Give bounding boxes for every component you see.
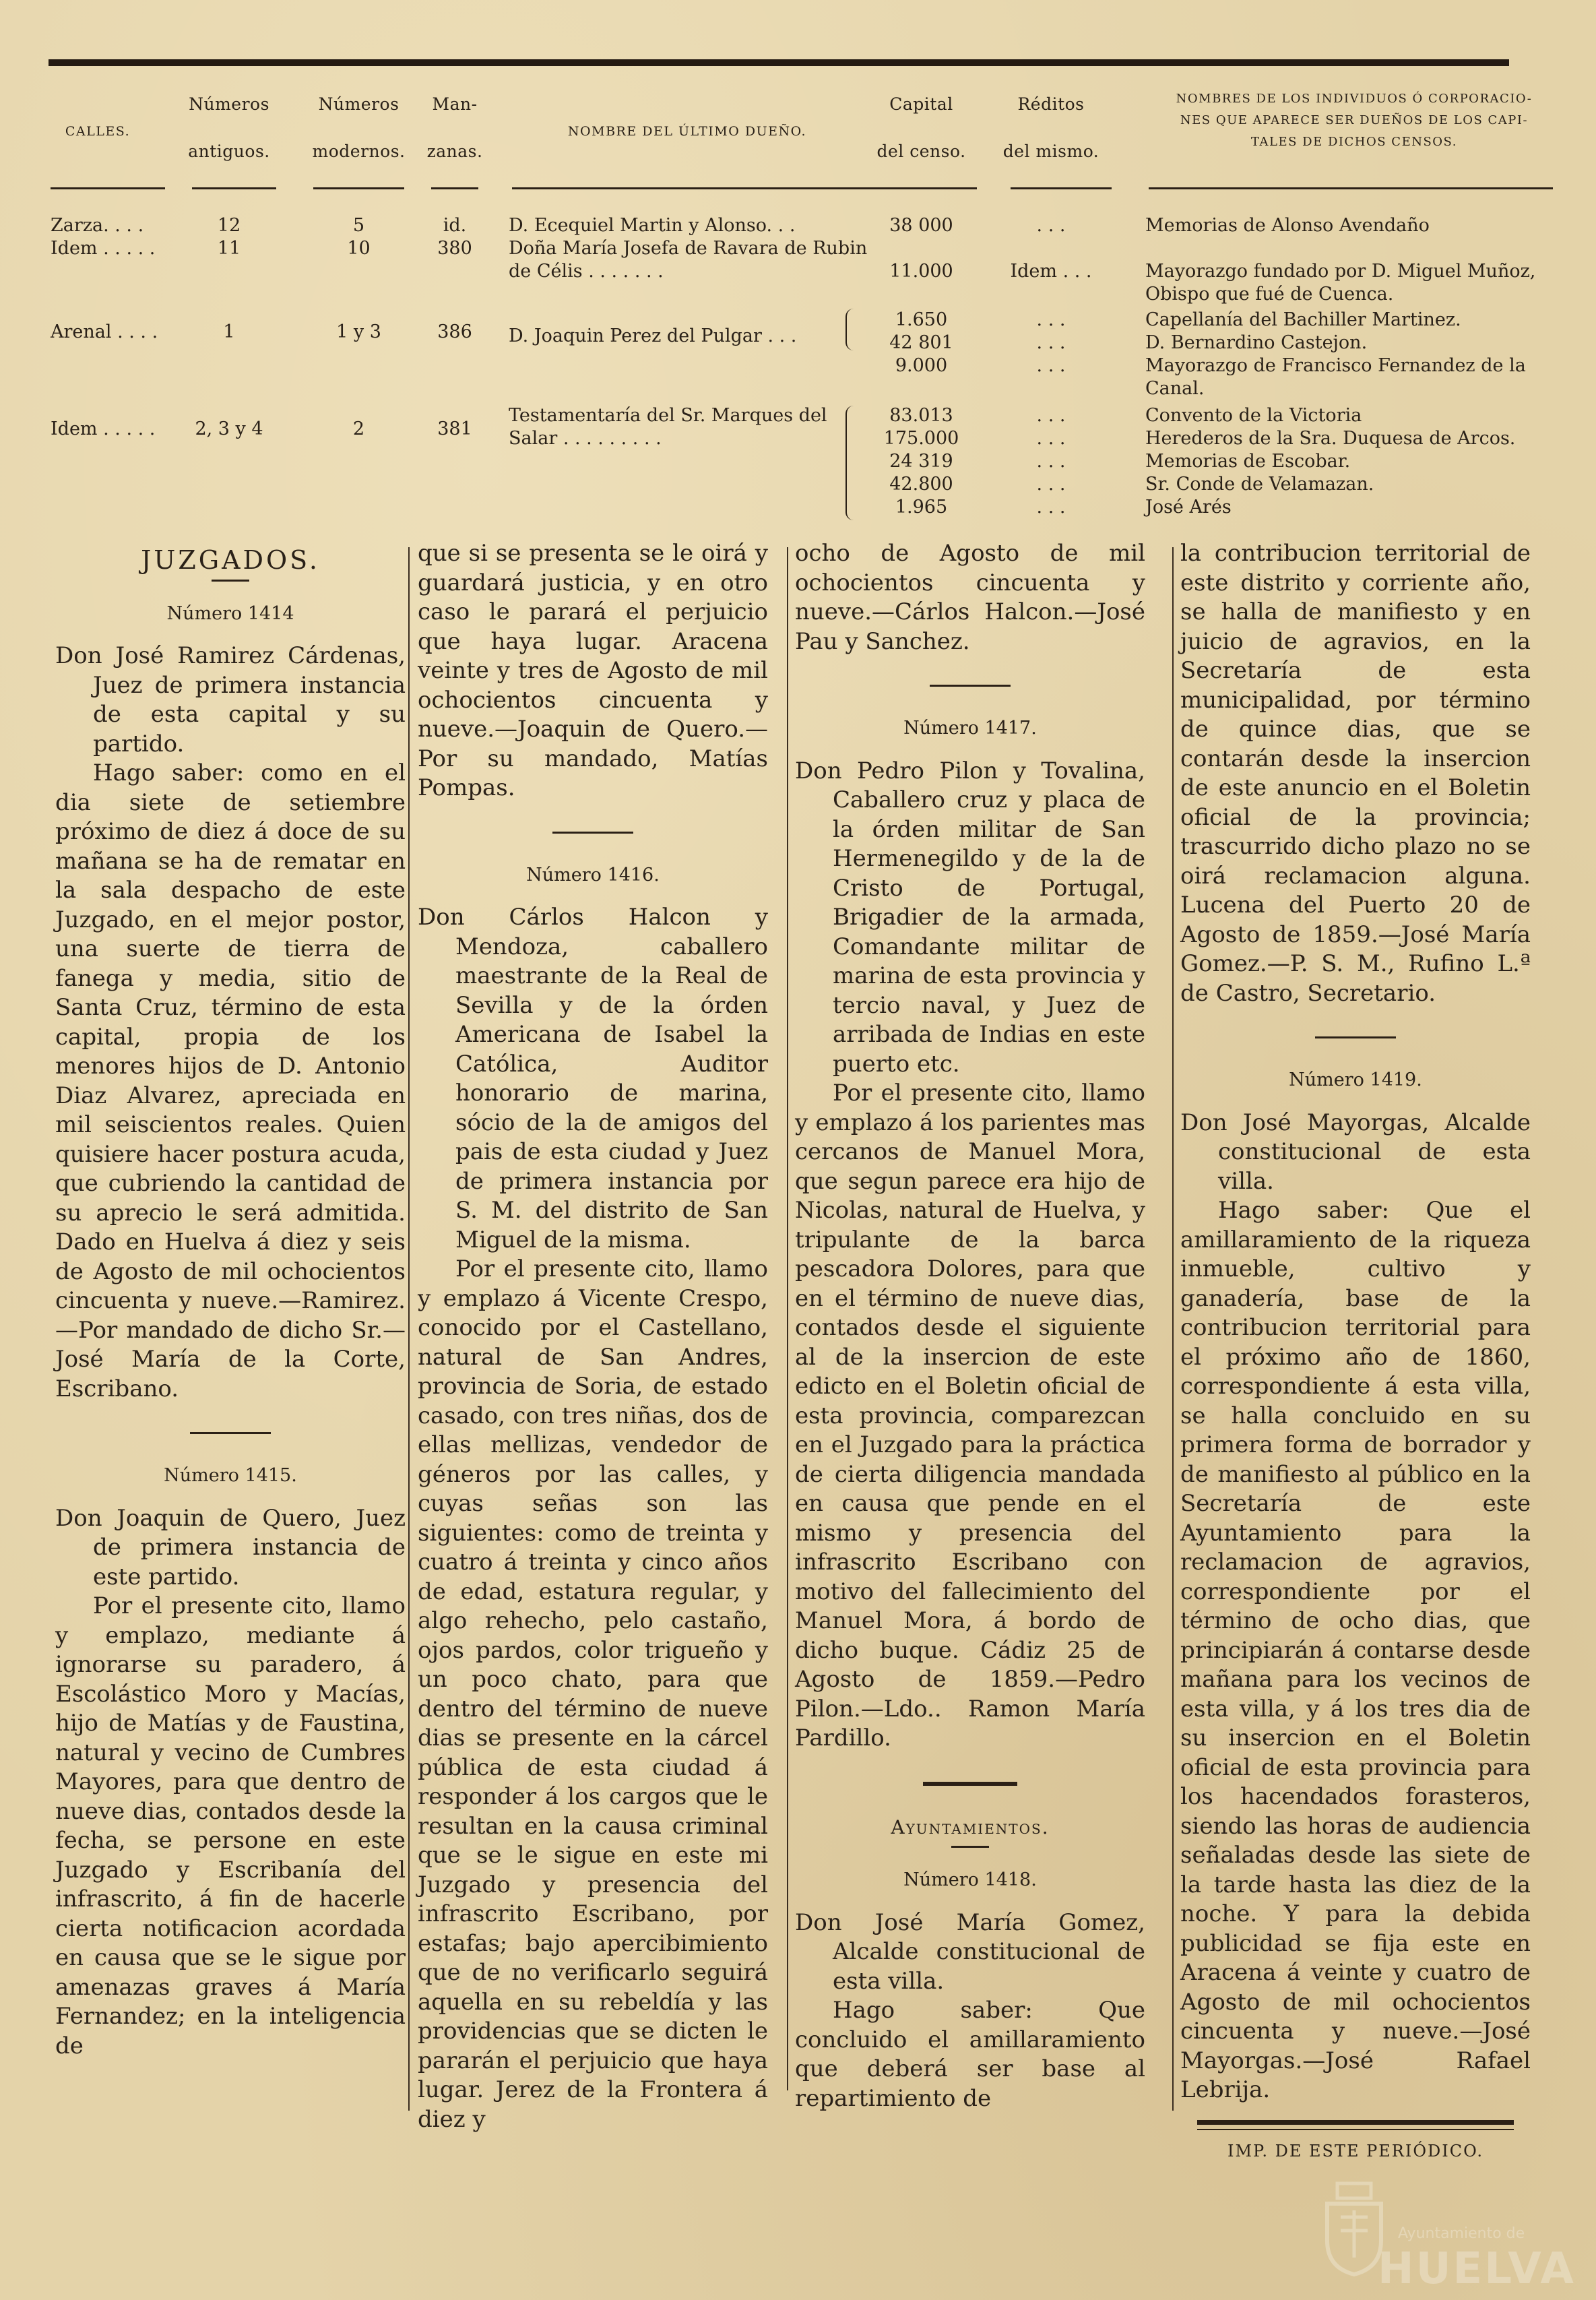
row-owner: Doña María Josefa de Ravara de Rubin de Célis . . . . . . . — [509, 238, 868, 282]
notice-body: la contribucion territorial de este distrito y corriente año, se halla de manifiesto y en juicio de agravios, en la Secretaría de esta municipalidad, por término de quince dias, que se contarán desde la insercion de este anuncio en el Boletin oficial de la provincia; trascurrido dicho plazo no se oirá reclamacion alguna. Lucena del Puerto 20 de Agosto de 1859.—José María Gomez.—P. S. M., Rufino L.ª de Castro, Secretario. — [1180, 540, 1531, 1007]
section-ayuntamientos: Ayuntamientos. — [891, 1815, 1050, 1838]
separator — [1315, 1036, 1396, 1038]
row-numero-moderno: 10 — [347, 238, 371, 259]
row-street: Arenal . . . . — [51, 321, 158, 342]
notice-number: Número 1414 — [166, 602, 294, 624]
imprint: IMP. DE ESTE PERIÓDICO. — [1227, 2141, 1483, 2161]
notice-lead: Don José Ramirez Cárdenas, Juez de primera instancia de esta capital y su partido. — [55, 642, 406, 757]
notice-body: Hago saber: Que concluido el amillaramiento que deberá ser base al repartimiento de — [795, 1997, 1145, 2112]
notice-body: Hago saber: Que el amillaramiento de la riqueza inmueble, cultivo y ganadería, base de la contribucion territorial para el próximo año de 1860, correspondiente á esta villa, se halla concluido en su primera forma de borrador y de manifiesto al público en la Secretaría de este Ayuntamiento para la reclamacion de agravios, correspondiente por el término de ocho dias, que principiarán á contarse desde mañana para los vecinos de esta villa, y á los tres dia de su insercion en el Boletin oficial de esta provincia para los hacendados forasteros, siendo las horas de audiencia señaladas desde las siete de la tarde hasta las diez de la noche. Y para la debida publicidad se fija este en Aracena á veinte y cuatro de Agosto de mil ochocientos cincuenta y nueve.—José Mayorgas.—José Rafael Lebrija. — [1180, 1197, 1531, 2103]
watermark-name: HUELVA — [1378, 2244, 1576, 2294]
notice-body: que si se presenta se le oirá y guardará justicia, y en otro caso le parará el perjuicio que haya lugar. Aracena veinte y tres de Agosto de mil ochocientos cincuenta y nueve.—Joaquin de Quero.—Por su mandado, Matías Pompas. — [418, 540, 768, 801]
separator — [552, 832, 633, 834]
notice-body: Por el presente cito, llamo y emplazo, mediante á ignorarse su paradero, á Escolástico Moro y Macías, hijo de Matías y de Faustina, natural y vecino de Cumbres Mayores, para que dentro de nueve dias, contados desde la fecha, se persone en este Juzgado y Escribanía del infrascrito, á fin de hacerle cierta notificacion acordada en causa que se le sigue por amenazas graves á María Fernandez; en la inteligencia de — [55, 1592, 406, 2059]
row-reditos: . . . — [1036, 474, 1066, 495]
notice-body: Por el presente cito, llamo y emplazo á Vicente Crespo, conocido por el Castellano, natural de San Andres, provincia de Soria, de estado casado, con tres niñas, dos de ellas mellizas, vendedor de géneros por las calles, y cuyas señas son las siguientes: como de treinta y cuatro á treinta y cinco años de edad, estatura regular, y algo rehecho, pelo castaño, ojos pardos, color trigueño y un poco chato, para que dentro del término de nueve dias se presente en la cárcel pública de esta ciudad á responder á los cargos que le resultan en la causa criminal que se le sigue en este mi Juzgado y presencia del infrascrito Escribano, por estafas; bajo apercibimiento que de no verificarlo seguirá aquella en su rebeldía y las providencias que se dicten le pararán el perjuicio que haya lugar. Jerez de la Frontera á diez y — [418, 1255, 768, 2133]
header-antiguos-1: Números — [189, 94, 269, 114]
row-capital: 42 801 — [889, 332, 953, 353]
header-rule — [192, 187, 276, 189]
header-reditos-1: Réditos — [1017, 94, 1085, 114]
row-reditos: . . . — [1036, 428, 1066, 449]
row-numero-moderno: 1 y 3 — [336, 321, 381, 342]
dash — [951, 1846, 989, 1848]
header-individuos-1: NOMBRES DE LOS INDIVIDUOS Ó CORPORACIO- — [1176, 92, 1533, 106]
header-rule — [313, 187, 404, 189]
row-reditos: . . . — [1036, 497, 1066, 518]
column-2 — [418, 539, 768, 2134]
huelva-watermark-logo — [1317, 2163, 1576, 2294]
column-divider — [408, 547, 410, 2111]
row-reditos: . . . — [1036, 215, 1066, 236]
header-modernos-1: Números — [318, 94, 400, 114]
row-manzana: 380 — [437, 238, 472, 259]
notice-lead: Don Cárlos Halcon y Mendoza, caballero maestrante de la Real de Sevilla y de la órden Americana de Isabel la Católica, Auditor honorario de marina, sócio de la de amigos del pais de esta ciudad y Juez de primera instancia por S. M. del distrito de San Miguel de la misma. — [418, 904, 768, 1253]
row-manzana: 386 — [437, 321, 472, 342]
header-rule — [1011, 187, 1112, 189]
separator — [923, 1782, 1017, 1786]
separator — [930, 685, 1011, 687]
notice-body: Hago saber: como en el dia siete de setiembre próximo de diez á doce de su mañana se ha de rematar en la sala despacho de este Juzgado, en el mejor postor, una suerte de tierra de fanega y media, sitio de Santa Cruz, término de esta capital, propia de los menores hijos de D. Antonio Diaz Alvarez, apreciada en mil seiscientos reales. Quien quisiere hacer postura acuda, que cubriendo la cantidad de su aprecio le será admitida. Dado en Huelva á diez y seis de Agosto de mil ochocientos cincuenta y nueve.—Ramirez.—Por mandado de dicho Sr.—José María de la Corte, Escribano. — [55, 759, 406, 1402]
header-manzanas-2: zanas. — [426, 142, 483, 161]
imprint-rule — [1197, 2120, 1514, 2125]
row-reditos: . . . — [1036, 309, 1066, 330]
imprint-rule — [1197, 2129, 1514, 2130]
header-calles: CALLES. — [65, 124, 131, 139]
brace — [845, 406, 860, 520]
row-reditos: . . . — [1036, 451, 1066, 472]
row-capital: 24 319 — [889, 451, 953, 472]
header-rule — [876, 187, 977, 189]
row-numero-antiguo: 11 — [217, 238, 241, 259]
notice-number: Número 1415. — [164, 1465, 297, 1486]
row-holder: Mayorazgo fundado por D. Miguel Muñoz, Obispo que fué de Cuenca. — [1145, 261, 1536, 305]
column-1 — [55, 539, 406, 2061]
watermark-small-text: Ayuntamiento de — [1398, 2225, 1525, 2242]
column-divider — [1172, 547, 1174, 2111]
row-numero-moderno: 5 — [352, 215, 365, 236]
row-capital: 42.800 — [889, 474, 953, 495]
header-rule — [512, 187, 876, 189]
header-capital-2: del censo. — [876, 142, 966, 161]
header-capital-1: Capital — [889, 94, 953, 114]
column-divider — [787, 547, 788, 2090]
row-capital: 38 000 — [889, 215, 953, 236]
row-numero-moderno: 2 — [352, 418, 365, 439]
header-modernos-2: modernos. — [312, 142, 406, 161]
header-manzanas-1: Man- — [432, 94, 478, 114]
row-owner: Testamentaría del Sr. Marques del Salar . . . . . . . . . — [509, 405, 827, 449]
notice-body: ocho de Agosto de mil ochocientos cincuenta y nueve.—Cárlos Halcon.—José Pau y Sanchez. — [795, 540, 1145, 655]
notice-number: Número 1419. — [1289, 1069, 1422, 1090]
row-holder: Memorias de Escobar. — [1145, 451, 1351, 472]
column-3 — [795, 539, 1145, 2113]
header-rule — [51, 187, 165, 189]
notice-lead: Don Pedro Pilon y Tovalina, Caballero cruz y placa de la órden militar de San Hermenegildo y de la de Cristo de Portugal, Brigadier de la armada, Comandante militar de marina de esta provincia y tercio naval, y Juez de arribada de Indias en este puerto etc. — [795, 757, 1145, 1078]
notice-number: Número 1418. — [903, 1869, 1037, 1890]
row-capital: 1.965 — [895, 497, 948, 518]
row-holder: D. Bernardino Castejon. — [1145, 332, 1368, 353]
row-holder: Convento de la Victoria — [1145, 405, 1362, 426]
row-reditos: Idem . . . — [1010, 261, 1092, 282]
row-manzana: 381 — [437, 418, 472, 439]
row-holder: Mayorazgo de Francisco Fernandez de la Canal. — [1145, 355, 1526, 399]
row-numero-antiguo: 2, 3 y 4 — [195, 418, 263, 439]
row-numero-antiguo: 12 — [217, 215, 241, 236]
row-capital: 11.000 — [889, 261, 953, 282]
header-individuos-3: TALES DE DICHOS CENSOS. — [1251, 135, 1457, 149]
notice-number: Número 1417. — [903, 718, 1037, 739]
notice-lead: Don Joaquin de Quero, Juez de primera instancia de este partido. — [55, 1504, 406, 1590]
row-numero-antiguo: 1 — [223, 321, 235, 342]
notice-lead: Don José Mayorgas, Alcalde constitucional de esta villa. — [1180, 1109, 1531, 1195]
header-individuos-2: NES QUE APARECE SER DUEÑOS DE LOS CAPI- — [1180, 113, 1529, 127]
header-dueno: NOMBRE DEL ÚLTIMO DUEÑO. — [567, 124, 807, 139]
header-reditos-2: del mismo. — [1002, 142, 1099, 161]
notice-body: Por el presente cito, llamo y emplazo á los parientes mas cercanos de Manuel Mora, que segun parece era hijo de Nicolas, natural de Huelva, y tripulante de la barca pescadora Dolores, para que en el término de nueve dias, contados desde el siguiente al de la insercion de este edicto en el Boletin oficial de esta provincia, comparezcan en el Juzgado para la práctica de cierta diligencia mandada en causa que pende en el mismo y presencia del infrascrito Escribano con motivo del fallecimiento del Manuel Mora, á bordo de dicho buque. Cádiz 25 de Agosto de 1859.—Pedro Pilon.—Ldo.. Ramon María Pardillo. — [795, 1080, 1145, 1751]
row-reditos: . . . — [1036, 332, 1066, 353]
row-reditos: . . . — [1036, 355, 1066, 376]
header-rule — [1149, 187, 1553, 189]
section-juzgados: JUZGADOS. — [141, 545, 320, 575]
row-owner: D. Joaquin Perez del Pulgar . . . — [509, 325, 797, 346]
dash — [212, 580, 249, 582]
top-rule — [49, 59, 1509, 66]
header-antiguos-2: antiguos. — [188, 142, 270, 161]
row-street: Idem . . . . . — [51, 418, 156, 439]
row-owner: D. Ecequiel Martin y Alonso. . . — [509, 215, 796, 236]
row-holder: Sr. Conde de Velamazan. — [1145, 474, 1374, 495]
row-capital: 9.000 — [895, 355, 948, 376]
row-capital: 175.000 — [883, 428, 959, 449]
row-manzana: id. — [443, 215, 467, 236]
row-holder: José Arés — [1145, 497, 1232, 518]
row-street: Idem . . . . . — [51, 238, 156, 259]
row-capital: 1.650 — [895, 309, 948, 330]
notice-lead: Don José María Gomez, Alcalde constitucional de esta villa. — [795, 1908, 1145, 1995]
census-table — [40, 81, 1543, 526]
row-holder: Herederos de la Sra. Duquesa de Arcos. — [1145, 428, 1516, 449]
row-capital: 83.013 — [889, 405, 953, 426]
row-holder: Capellanía del Bachiller Martinez. — [1145, 309, 1461, 330]
separator — [190, 1432, 271, 1434]
row-reditos: . . . — [1036, 405, 1066, 426]
notice-number: Número 1416. — [526, 864, 660, 885]
column-4 — [1180, 539, 1531, 2166]
brace — [845, 309, 860, 350]
row-street: Zarza. . . . — [51, 215, 144, 236]
header-rule — [431, 187, 478, 189]
row-holder: Memorias de Alonso Avendaño — [1145, 215, 1430, 236]
